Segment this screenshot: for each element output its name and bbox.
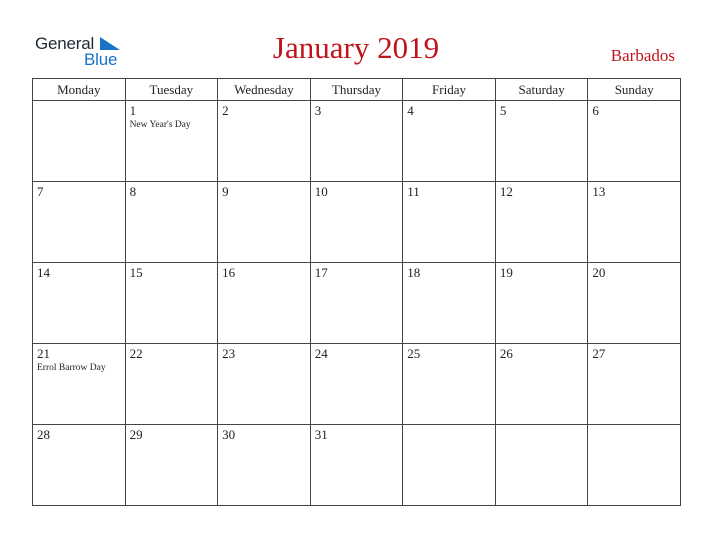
weekday-header: Thursday (310, 79, 403, 101)
day-cell (495, 101, 588, 182)
day-cell (310, 263, 403, 344)
day-number: 30 (222, 427, 236, 442)
holiday-label: New Year's Day (129, 120, 191, 130)
weekday-header: Wednesday (218, 79, 311, 101)
day-cell (218, 101, 311, 182)
day-cell (310, 182, 403, 263)
day-cell (125, 425, 218, 506)
weekday-header: Tuesday (125, 79, 218, 101)
day-number: 4 (407, 103, 414, 118)
weekday-header: Monday (33, 79, 126, 101)
day-number: 27 (592, 346, 606, 361)
logo-word-general: General (35, 34, 95, 53)
country-name: Barbados (610, 46, 675, 65)
day-cell (310, 425, 403, 506)
day-cell (125, 344, 218, 425)
day-number: 7 (37, 184, 44, 199)
day-number: 31 (314, 427, 328, 442)
week-row (33, 263, 681, 344)
day-cell (125, 263, 218, 344)
day-number: 18 (407, 265, 421, 280)
weekday-header: Friday (403, 79, 496, 101)
day-cell (588, 101, 681, 182)
day-number: 19 (499, 265, 513, 280)
day-number: 9 (222, 184, 229, 199)
day-cell (218, 344, 311, 425)
day-cell (33, 182, 126, 263)
day-number: 22 (129, 346, 143, 361)
day-cell (218, 182, 311, 263)
week-row (33, 344, 681, 425)
day-number: 8 (129, 184, 137, 199)
day-number: 12 (499, 184, 513, 199)
day-number: 17 (314, 265, 328, 280)
week-row (33, 425, 681, 506)
day-number: 23 (222, 346, 236, 361)
calendar-grid (32, 78, 681, 506)
day-number: 6 (592, 103, 599, 118)
day-cell (33, 344, 126, 425)
day-number: 20 (592, 265, 606, 280)
day-cell (403, 101, 496, 182)
day-number: 10 (314, 184, 328, 199)
day-cell (218, 263, 311, 344)
day-cell (33, 263, 126, 344)
weekday-header: Sunday (588, 79, 681, 101)
day-cell (403, 344, 496, 425)
day-number: 15 (129, 265, 143, 280)
day-number: 26 (499, 346, 513, 361)
week-row (33, 101, 681, 182)
day-number: 11 (407, 184, 420, 199)
day-number: 29 (129, 427, 143, 442)
day-cell (218, 425, 311, 506)
day-cell (495, 425, 588, 506)
day-cell (310, 344, 403, 425)
day-number: 13 (592, 184, 606, 199)
logo-word-blue: Blue (84, 50, 118, 69)
day-number: 16 (222, 265, 236, 280)
day-number: 25 (407, 346, 421, 361)
day-number: 5 (499, 103, 507, 118)
week-row (33, 182, 681, 263)
day-cell (403, 425, 496, 506)
holiday-label: Errol Barrow Day (37, 363, 106, 373)
day-number: 24 (314, 346, 328, 361)
day-cell (403, 263, 496, 344)
day-cell (310, 101, 403, 182)
day-number: 21 (37, 346, 50, 361)
day-number: 3 (314, 103, 322, 118)
day-number: 2 (222, 103, 229, 118)
day-number: 1 (129, 103, 137, 118)
calendar-title: January 2019 (272, 30, 440, 65)
day-cell (495, 344, 588, 425)
day-cell (495, 182, 588, 263)
day-cell (588, 182, 681, 263)
day-cell (125, 182, 218, 263)
day-cell (33, 101, 126, 182)
day-cell (588, 263, 681, 344)
day-number: 28 (37, 427, 50, 442)
weekday-header: Saturday (495, 79, 588, 101)
day-cell (495, 263, 588, 344)
day-number: 14 (37, 265, 50, 280)
weekday-header-row (33, 79, 681, 101)
day-cell (403, 182, 496, 263)
day-cell (125, 101, 218, 182)
day-cell (588, 425, 681, 506)
day-cell (588, 344, 681, 425)
day-cell (33, 425, 126, 506)
